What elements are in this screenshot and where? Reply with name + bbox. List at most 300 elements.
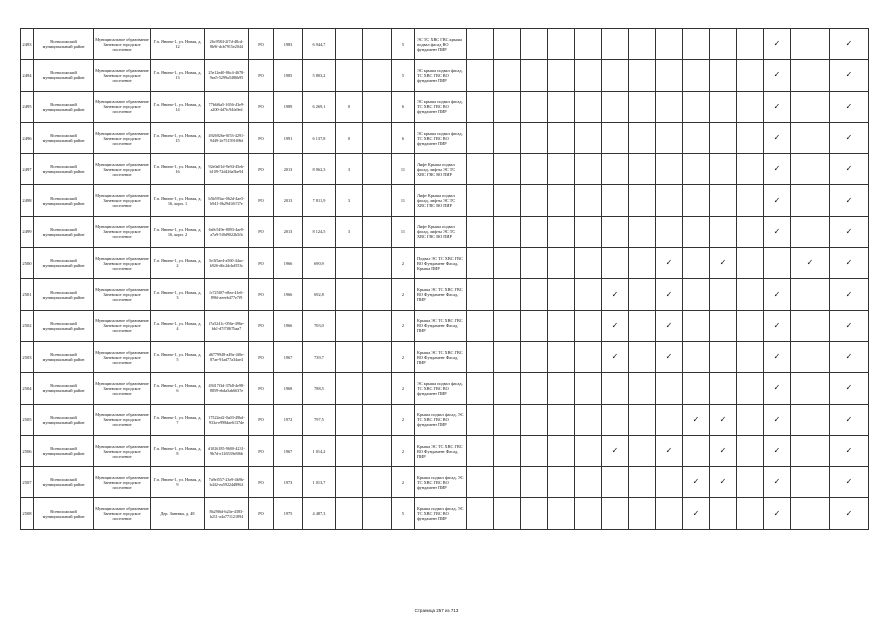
municipality-cell: Муниципальное образование Заневское городское поселение — [94, 91, 151, 122]
count-cell-2 — [363, 91, 392, 122]
checkmark-icon: ✓ — [845, 195, 853, 205]
row-number: 2503 — [21, 341, 34, 372]
check-cell — [602, 310, 629, 341]
row-number: 2494 — [21, 60, 34, 91]
checkmark-icon: ✓ — [845, 164, 853, 174]
check-cell — [521, 373, 548, 404]
area-cell: 6 269,1 — [303, 91, 336, 122]
check-cell — [575, 404, 602, 435]
house-id-cell: d6779948-a49a-4f0e-87ae-91ad77a34ae4 — [205, 341, 249, 372]
check-cell — [656, 341, 683, 372]
check-cell — [467, 279, 494, 310]
row-number: 2495 — [21, 91, 34, 122]
table-row — [21, 279, 869, 310]
municipality-cell: Муниципальное образование Заневское городское поселение — [94, 154, 151, 185]
check-cell — [764, 29, 791, 60]
check-cell — [521, 310, 548, 341]
row-number: 2507 — [21, 467, 34, 498]
check-cell — [791, 29, 830, 60]
checkmark-icon: ✓ — [611, 352, 619, 362]
checkmark-icon: ✓ — [773, 195, 781, 205]
municipality-cell: Муниципальное образование Заневское городское поселение — [94, 122, 151, 153]
checkmark-icon: ✓ — [845, 258, 853, 268]
type-cell: РО — [249, 122, 274, 153]
check-cell — [791, 248, 830, 279]
works-cell: Лифт Крыша подвал фасад, лифты ЭС ТС ХВС ГВС ВО ПИР — [415, 185, 467, 216]
type-cell: РО — [249, 498, 274, 529]
check-cell — [494, 498, 521, 529]
check-cell — [656, 279, 683, 310]
check-cell — [602, 404, 629, 435]
check-cell — [656, 122, 683, 153]
check-cell — [656, 185, 683, 216]
checkmark-icon: ✓ — [845, 320, 853, 330]
check-cell — [656, 91, 683, 122]
check-cell — [737, 122, 764, 153]
table-row — [21, 467, 869, 498]
type-cell: РО — [249, 29, 274, 60]
district-cell: Всеволожский муниципальный район — [34, 498, 94, 529]
table-row — [21, 154, 869, 185]
row-number: 2504 — [21, 373, 34, 404]
check-cell — [656, 310, 683, 341]
check-cell — [494, 60, 521, 91]
check-cell — [494, 467, 521, 498]
check-cell — [737, 91, 764, 122]
checkmark-icon: ✓ — [773, 226, 781, 236]
check-cell — [575, 341, 602, 372]
municipality-cell: Муниципальное образование Заневское городское поселение — [94, 341, 151, 372]
check-cell — [629, 404, 656, 435]
check-cell — [683, 498, 710, 529]
count-cell-2 — [363, 498, 392, 529]
checkmark-icon: ✓ — [692, 477, 700, 487]
works-cell: Крыша подвал фасад, ЭС ТС ХВС ГВС ВО фундамент ПИР — [415, 404, 467, 435]
check-cell — [710, 467, 737, 498]
municipality-cell: Муниципальное образование Заневское городское поселение — [94, 60, 151, 91]
area-cell: 8 062,3 — [303, 154, 336, 185]
check-cell — [521, 60, 548, 91]
checkmark-icon: ✓ — [665, 258, 673, 268]
address-cell: Дер. Заневка, д. 48 — [151, 498, 205, 529]
check-cell — [830, 467, 869, 498]
area-cell: 4 487,3 — [303, 498, 336, 529]
row-number: 2497 — [21, 154, 34, 185]
works-cell: Крыша подвал фасад, ЭС ТС ХВС ГВС ВО фундамент ПИР — [415, 498, 467, 529]
works-cell: Подвал ЭС ТС ХВС ГВС ВО Фундамент Фасад, Крыша ПИР — [415, 248, 467, 279]
check-cell — [683, 60, 710, 91]
checkmark-icon: ✓ — [845, 39, 853, 49]
year-cell: 2013 — [274, 185, 303, 216]
checkmark-icon: ✓ — [692, 508, 700, 518]
checkmark-icon: ✓ — [773, 477, 781, 487]
check-cell — [629, 91, 656, 122]
check-cell — [656, 29, 683, 60]
year-cell: 1966 — [274, 310, 303, 341]
check-cell — [467, 122, 494, 153]
count-cell-3: 6 — [392, 122, 415, 153]
area-cell: 797,5 — [303, 404, 336, 435]
check-cell — [467, 185, 494, 216]
check-cell — [467, 310, 494, 341]
area-cell: 5 803,2 — [303, 60, 336, 91]
year-cell: 1975 — [274, 498, 303, 529]
check-cell — [737, 154, 764, 185]
check-cell — [737, 29, 764, 60]
area-cell: 690,9 — [303, 248, 336, 279]
checkmark-icon: ✓ — [773, 508, 781, 518]
count-cell-2 — [363, 154, 392, 185]
check-cell — [602, 216, 629, 247]
check-cell — [830, 404, 869, 435]
check-cell — [656, 60, 683, 91]
house-id-cell: 8b29f6d-b24e-4383-b211-a4a771121894 — [205, 498, 249, 529]
check-cell — [764, 154, 791, 185]
check-cell — [521, 279, 548, 310]
house-id-cell: fc725f07-e8ea-41e6-896f-aeeeb477e7f9 — [205, 279, 249, 310]
checkmark-icon: ✓ — [773, 352, 781, 362]
check-cell — [830, 498, 869, 529]
count-cell-2 — [363, 279, 392, 310]
check-cell — [683, 29, 710, 60]
count-cell-3: 11 — [392, 216, 415, 247]
check-cell — [467, 404, 494, 435]
table-row — [21, 404, 869, 435]
house-id-cell: 26c9584-2f7d-48cd-8b9f-dcb7915e2044 — [205, 29, 249, 60]
check-cell — [467, 467, 494, 498]
table-row — [21, 435, 869, 466]
check-cell — [602, 435, 629, 466]
check-cell — [575, 91, 602, 122]
checkmark-icon: ✓ — [665, 289, 673, 299]
check-cell — [494, 185, 521, 216]
check-cell — [764, 498, 791, 529]
check-cell — [764, 435, 791, 466]
check-cell — [791, 467, 830, 498]
check-cell — [764, 91, 791, 122]
checkmark-icon: ✓ — [665, 446, 673, 455]
count-cell-1 — [336, 498, 363, 529]
checkmark-icon: ✓ — [845, 70, 853, 80]
check-cell — [764, 341, 791, 372]
count-cell-3: 2 — [392, 373, 415, 404]
count-cell-2 — [363, 248, 392, 279]
checkmark-icon: ✓ — [845, 477, 853, 487]
municipality-cell: Муниципальное образование Заневское городское поселение — [94, 404, 151, 435]
year-cell: 1989 — [274, 91, 303, 122]
municipality-cell: Муниципальное образование Заневское городское поселение — [94, 310, 151, 341]
check-cell — [521, 185, 548, 216]
address-cell: Г.п. Янино-1, ул. Новая, д. 12 — [151, 29, 205, 60]
area-cell: 692,8 — [303, 279, 336, 310]
address-cell: Г.п. Янино-1, ул. Новая, д. 9 — [151, 467, 205, 498]
works-cell: ЭС ТС ХВС ГВС крыша подвал фасад ВО фундамент ПИР — [415, 29, 467, 60]
check-cell — [521, 154, 548, 185]
checkmark-icon: ✓ — [806, 258, 814, 268]
municipality-cell: Муниципальное образование Заневское городское поселение — [94, 29, 151, 60]
type-cell: РО — [249, 341, 274, 372]
check-cell — [764, 279, 791, 310]
check-cell — [830, 216, 869, 247]
check-cell — [683, 248, 710, 279]
check-cell — [710, 498, 737, 529]
check-cell — [521, 248, 548, 279]
row-number: 2502 — [21, 310, 34, 341]
check-cell — [830, 279, 869, 310]
count-cell-2 — [363, 373, 392, 404]
check-cell — [629, 248, 656, 279]
district-cell: Всеволожский муниципальный район — [34, 216, 94, 247]
check-cell — [494, 154, 521, 185]
check-cell — [521, 435, 548, 466]
type-cell: РО — [249, 60, 274, 91]
check-cell — [791, 310, 830, 341]
check-cell — [737, 467, 764, 498]
check-cell — [764, 404, 791, 435]
check-cell — [467, 29, 494, 60]
check-cell — [629, 310, 656, 341]
check-cell — [467, 154, 494, 185]
check-cell — [710, 60, 737, 91]
table-row — [21, 310, 869, 341]
table-row — [21, 122, 869, 153]
check-cell — [548, 91, 575, 122]
checkmark-icon: ✓ — [719, 446, 727, 455]
year-cell: 1985 — [274, 60, 303, 91]
district-cell: Всеволожский муниципальный район — [34, 404, 94, 435]
count-cell-1 — [336, 248, 363, 279]
count-cell-3: 2 — [392, 435, 415, 466]
count-cell-3: 11 — [392, 154, 415, 185]
check-cell — [710, 29, 737, 60]
district-cell: Всеволожский муниципальный район — [34, 435, 94, 466]
check-cell — [548, 122, 575, 153]
address-cell: Г.п. Янино-1, ул. Новая, д. 13 — [151, 60, 205, 91]
check-cell — [710, 373, 737, 404]
house-id-cell: 5e3f5ae4-a560-44ac-b926-d6c2dcbd553c — [205, 248, 249, 279]
year-cell: 2013 — [274, 216, 303, 247]
count-cell-1 — [336, 29, 363, 60]
check-cell — [575, 248, 602, 279]
table-row — [21, 216, 869, 247]
check-cell — [575, 29, 602, 60]
address-cell: Г.п. Янино-1, ул. Новая, д. 3 — [151, 279, 205, 310]
district-cell: Всеволожский муниципальный район — [34, 467, 94, 498]
check-cell — [710, 279, 737, 310]
check-cell — [602, 341, 629, 372]
table-row — [21, 185, 869, 216]
count-cell-1: 3 — [336, 154, 363, 185]
district-cell: Всеволожский муниципальный район — [34, 341, 94, 372]
check-cell — [575, 373, 602, 404]
check-cell — [602, 154, 629, 185]
check-cell — [467, 498, 494, 529]
checkmark-icon: ✓ — [773, 164, 781, 174]
count-cell-3: 2 — [392, 279, 415, 310]
check-cell — [791, 154, 830, 185]
type-cell: РО — [249, 216, 274, 247]
check-cell — [710, 341, 737, 372]
check-cell — [494, 122, 521, 153]
check-cell — [830, 185, 869, 216]
check-cell — [494, 435, 521, 466]
check-cell — [710, 248, 737, 279]
check-cell — [548, 404, 575, 435]
type-cell: РО — [249, 154, 274, 185]
check-cell — [764, 373, 791, 404]
check-cell — [629, 185, 656, 216]
house-id-cell: f7a5241c-056e-496e-bb1-d7f7f8f7baa7 — [205, 310, 249, 341]
table-row — [21, 29, 869, 60]
house-id-cell: 49417f3d-37b8-4e98-8859-ebda5ab6637e — [205, 373, 249, 404]
check-cell — [683, 467, 710, 498]
check-cell — [602, 373, 629, 404]
check-cell — [602, 279, 629, 310]
check-cell — [791, 91, 830, 122]
check-cell — [683, 185, 710, 216]
checkmark-icon: ✓ — [845, 352, 853, 362]
year-cell: 1968 — [274, 373, 303, 404]
area-cell: 739,7 — [303, 341, 336, 372]
works-cell: Лифт Крыша подвал фасад, лифты ЭС ТС ХВС ГВС ВО ПИР — [415, 154, 467, 185]
check-cell — [791, 404, 830, 435]
municipality-cell: Муниципальное образование Заневское городское поселение — [94, 373, 151, 404]
row-number: 2501 — [21, 279, 34, 310]
check-cell — [830, 91, 869, 122]
check-cell — [467, 248, 494, 279]
house-id-cell: 7a9ef557-23e9-4b9b-b442-ea59224d8962 — [205, 467, 249, 498]
count-cell-1: 3 — [336, 185, 363, 216]
checkmark-icon: ✓ — [845, 508, 853, 518]
check-cell — [575, 60, 602, 91]
checkmark-icon: ✓ — [773, 101, 781, 111]
row-number: 2506 — [21, 435, 34, 466]
works-cell: Крыша ЭС ТС ХВС ГВС ВО Фундамент Фасад, ПИР — [415, 341, 467, 372]
checkmark-icon: ✓ — [611, 289, 619, 299]
check-cell — [629, 341, 656, 372]
checkmark-icon: ✓ — [773, 414, 781, 424]
housing-register-table — [20, 28, 869, 530]
count-cell-2 — [363, 29, 392, 60]
check-cell — [494, 248, 521, 279]
check-cell — [791, 498, 830, 529]
municipality-cell: Муниципальное образование Заневское городское поселение — [94, 185, 151, 216]
check-cell — [629, 373, 656, 404]
house-id-cell: 6a9c549e-8093-4ae9-a7a9-5f0d9022b5fb — [205, 216, 249, 247]
house-id-cell: 77b6f6a5-1656-43e9-a200-4d7fc94fa9ed — [205, 91, 249, 122]
district-cell: Всеволожский муниципальный район — [34, 185, 94, 216]
check-cell — [737, 435, 764, 466]
checkmark-icon: ✓ — [845, 446, 853, 455]
address-cell: Г.п. Янино-1, ул. Новая, д. 4 — [151, 310, 205, 341]
district-cell: Всеволожский муниципальный район — [34, 29, 94, 60]
count-cell-1 — [336, 310, 363, 341]
count-cell-1 — [336, 60, 363, 91]
check-cell — [548, 467, 575, 498]
count-cell-3: 5 — [392, 498, 415, 529]
count-cell-1 — [336, 404, 363, 435]
check-cell — [548, 29, 575, 60]
address-cell: Г.п. Янино-1, ул. Новая, д. 16, корп. 2 — [151, 216, 205, 247]
check-cell — [764, 248, 791, 279]
count-cell-3: 2 — [392, 404, 415, 435]
check-cell — [683, 279, 710, 310]
check-cell — [656, 467, 683, 498]
checkmark-icon: ✓ — [773, 39, 781, 49]
check-cell — [467, 91, 494, 122]
check-cell — [737, 341, 764, 372]
count-cell-1 — [336, 373, 363, 404]
check-cell — [629, 154, 656, 185]
works-cell: ЭС крыша подвал фасад, ТС ХВС ГВС ВО фундамент ПИР — [415, 373, 467, 404]
checkmark-icon: ✓ — [845, 414, 853, 424]
check-cell — [548, 498, 575, 529]
check-cell — [791, 435, 830, 466]
check-cell — [830, 248, 869, 279]
type-cell: РО — [249, 435, 274, 466]
checkmark-icon: ✓ — [773, 133, 781, 143]
count-cell-1 — [336, 467, 363, 498]
check-cell — [710, 154, 737, 185]
check-cell — [710, 435, 737, 466]
table-body — [21, 29, 869, 530]
check-cell — [656, 404, 683, 435]
check-cell — [791, 279, 830, 310]
check-cell — [830, 373, 869, 404]
works-cell: Лифт Крыша подвал фасад, лифты ЭС ТС ХВС ГВС ВО ПИР — [415, 216, 467, 247]
check-cell — [548, 279, 575, 310]
check-cell — [467, 60, 494, 91]
area-cell: 6 137,8 — [303, 122, 336, 153]
count-cell-3: 2 — [392, 248, 415, 279]
address-cell: Г.п. Янино-1, ул. Новая, д. 5 — [151, 341, 205, 372]
check-cell — [629, 279, 656, 310]
district-cell: Всеволожский муниципальный район — [34, 122, 94, 153]
check-cell — [737, 404, 764, 435]
count-cell-1 — [336, 435, 363, 466]
check-cell — [521, 467, 548, 498]
municipality-cell: Муниципальное образование Заневское городское поселение — [94, 435, 151, 466]
checkmark-icon: ✓ — [719, 414, 727, 424]
area-cell: 788,5 — [303, 373, 336, 404]
check-cell — [791, 341, 830, 372]
year-cell: 1967 — [274, 435, 303, 466]
type-cell: РО — [249, 467, 274, 498]
check-cell — [548, 435, 575, 466]
checkmark-icon: ✓ — [845, 383, 853, 393]
checkmark-icon: ✓ — [665, 352, 673, 362]
check-cell — [521, 91, 548, 122]
count-cell-3: 5 — [392, 29, 415, 60]
check-cell — [737, 248, 764, 279]
check-cell — [710, 404, 737, 435]
district-cell: Всеволожский муниципальный район — [34, 279, 94, 310]
check-cell — [548, 248, 575, 279]
municipality-cell: Муниципальное образование Заневское городское поселение — [94, 467, 151, 498]
count-cell-2 — [363, 467, 392, 498]
check-cell — [629, 122, 656, 153]
check-cell — [494, 279, 521, 310]
check-cell — [494, 373, 521, 404]
check-cell — [548, 185, 575, 216]
check-cell — [737, 279, 764, 310]
check-cell — [467, 341, 494, 372]
check-cell — [548, 341, 575, 372]
checkmark-icon: ✓ — [773, 289, 781, 299]
check-cell — [575, 122, 602, 153]
type-cell: РО — [249, 310, 274, 341]
check-cell — [602, 91, 629, 122]
